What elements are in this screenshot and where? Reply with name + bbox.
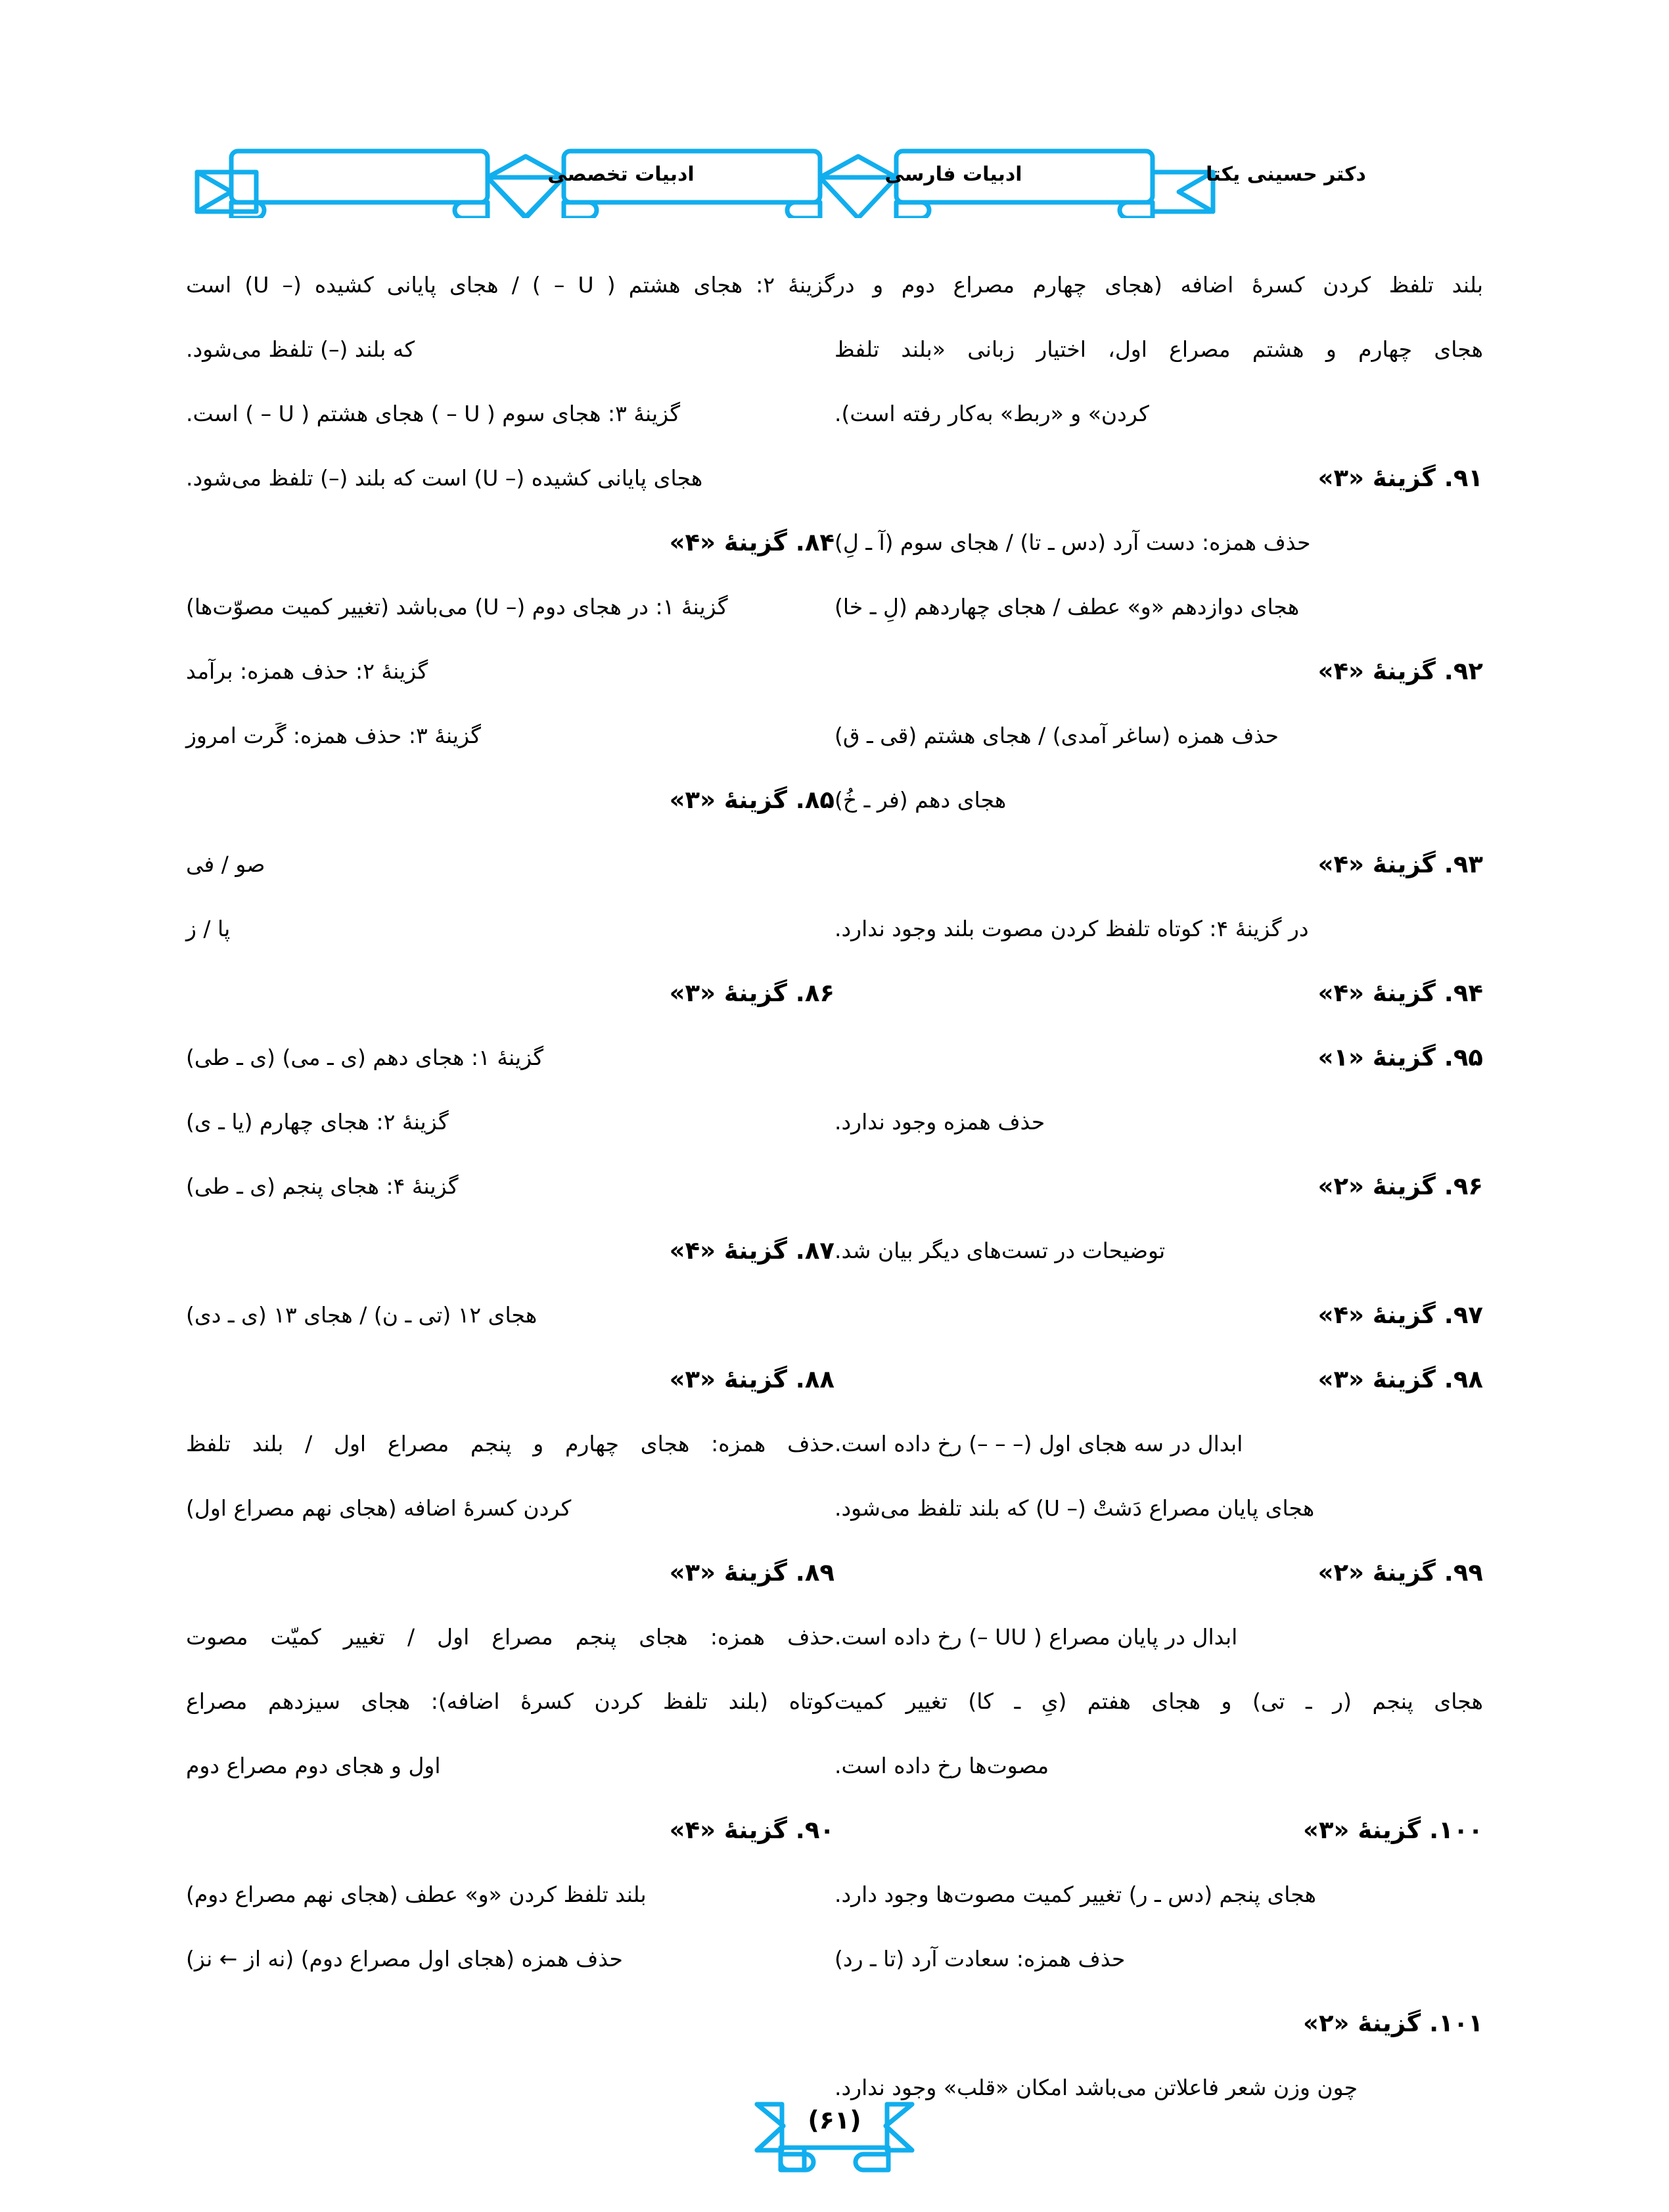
answer-line: هجای ۱۲ (تی ـ ن) / هجای ۱۳ (ی ـ دی) xyxy=(186,1302,537,1328)
answer-heading: ۹۷. گزینهٔ «۴» xyxy=(1317,1301,1483,1329)
answer-heading: ۱۰۰. گزینهٔ «۳» xyxy=(1303,1816,1483,1844)
answers-column-right xyxy=(174,253,834,2120)
answer-line: حذف همزه وجود ندارد. xyxy=(834,1109,1045,1135)
answer-line: اول و هجای دوم مصراع دوم xyxy=(186,1753,441,1778)
answer-heading: ۱۰۱. گزینهٔ «۲» xyxy=(1303,2009,1483,2037)
answer-heading: ۹۰. گزینهٔ «۴» xyxy=(669,1816,834,1844)
answer-line: حذف همزه: هجای پنجم مصراع اول / تغییر کمیّت مصوت xyxy=(186,1624,834,1650)
answer-line: گزینهٔ ۲: هجای چهارم (یا ـ ی) xyxy=(186,1109,449,1135)
answer-line: صو / فی xyxy=(186,851,265,877)
answer-heading: ۸۸. گزینهٔ «۳» xyxy=(669,1365,834,1393)
answer-line: گزینهٔ ۱: در هجای دوم (– U) می‌باشد (تغییر کمیت مصوّت‌ها) xyxy=(186,594,728,620)
answer-heading: ۹۲. گزینهٔ «۴» xyxy=(1317,657,1483,685)
answer-line: گزینهٔ ۴: هجای پنجم (ی ـ طی) xyxy=(186,1173,459,1199)
answer-heading: ۹۸. گزینهٔ «۳» xyxy=(1317,1365,1483,1393)
answer-line: در گزینهٔ ۴: کوتاه تلفظ کردن مصوت بلند وجود ندارد. xyxy=(834,916,1309,941)
answer-line: گزینهٔ ۲: حذف همزه: برآمد xyxy=(186,658,428,684)
answer-line: ابدال در پایان مصراع ( UU –) رخ داده است. xyxy=(834,1624,1238,1650)
answer-line: گزینهٔ ۳: حذف همزه: گَرت امروز xyxy=(186,723,481,748)
answer-line: کوتاه (بلند تلفظ کردن کسرهٔ اضافه): هجای سیزدهم مصراع xyxy=(186,1688,834,1714)
answer-line: گزینهٔ ۲: هجای هشتم ( U – ) / هجای پایانی کشیده (– U) است xyxy=(186,272,834,298)
answer-line: حذف همزه: هجای چهارم و پنجم مصراع اول / بلند تلفظ xyxy=(186,1431,834,1456)
answer-line: هجای دوازدهم «و» عطف / هجای چهاردهم (لِ ـ خا) xyxy=(834,594,1300,620)
answer-line: که بلند (–) تلفظ می‌شود. xyxy=(186,336,415,362)
answers-column-left xyxy=(834,253,1495,2120)
header-banner-author: دکتر حسینی یکتا xyxy=(1206,162,1366,186)
answer-line: هجای پایانی کشیده (– U) است که بلند (–) تلفظ می‌شود. xyxy=(186,465,703,491)
answer-line: هجای پنجم (دس ـ ر) تغییر کمیت مصوت‌ها وجود دارد. xyxy=(834,1882,1317,1907)
page-number: (۶۱) xyxy=(808,2106,861,2134)
page-header xyxy=(191,146,1478,218)
answer-line: ابدال در سه هجای اول (– – –) رخ داده است. xyxy=(834,1431,1243,1456)
answer-line: کردن کسرهٔ اضافه (هجای نهم مصراع اول) xyxy=(186,1495,572,1521)
content-columns xyxy=(0,253,1669,2120)
answer-line: پا / ز xyxy=(186,916,231,941)
answer-line: توضیحات در تست‌های دیگر بیان شد. xyxy=(834,1238,1166,1263)
answer-line: بلند تلفظ کردن «و» عطف (هجای نهم مصراع دوم) xyxy=(186,1882,647,1907)
answer-heading: ۸۷. گزینهٔ «۴» xyxy=(669,1236,834,1265)
answer-line: حذف همزه: دست آرد (دس ـ تا) / هجای سوم (آ ـ لِ) xyxy=(834,530,1311,555)
answer-heading: ۹۶. گزینهٔ «۲» xyxy=(1317,1172,1483,1200)
answer-line: هجای پنجم (ر ـ تی) و هجای هفتم (یِ ـ کا) تغییر کمیت xyxy=(834,1688,1483,1714)
answer-line: حذف همزه: سعادت آرد (تا ـ رد) xyxy=(834,1946,1126,1972)
answer-line: هجای چهارم و هشتم مصراع اول، اختیار زبانی «بلند تلفظ xyxy=(834,336,1483,362)
answer-heading: ۸۴. گزینهٔ «۴» xyxy=(669,528,834,556)
page-footer xyxy=(0,2102,1669,2180)
page-number-ribbon xyxy=(743,2102,926,2180)
answer-line: هجای دهم (فر ـ خُ) xyxy=(834,787,1007,813)
answer-line: چون وزن شعر فاعلاتن می‌باشد امکان «قلب» وجود ندارد. xyxy=(834,2075,1358,2100)
answer-line: هجای پایان مصراع دَشتْ (– U) که بلند تلفظ می‌شود. xyxy=(834,1495,1315,1521)
answer-heading: ۸۵. گزینهٔ «۳» xyxy=(669,786,834,814)
answer-heading: ۸۹. گزینهٔ «۳» xyxy=(669,1558,834,1587)
answer-heading: ۹۵. گزینهٔ «۱» xyxy=(1317,1043,1483,1072)
answer-heading: ۹۴. گزینهٔ «۴» xyxy=(1317,979,1483,1007)
answer-line: گزینهٔ ۱: هجای دهم (ی ـ می) (ی ـ طی) xyxy=(186,1045,544,1070)
answer-heading: ۹۳. گزینهٔ «۴» xyxy=(1317,850,1483,878)
answer-line: بلند تلفظ کردن کسرهٔ اضافه (هجای چهارم مصراع دوم و در xyxy=(834,272,1483,298)
header-banner-series: ادبیات تخصصی xyxy=(547,162,695,186)
answer-line: مصوت‌ها رخ داده است. xyxy=(834,1753,1049,1778)
answer-line: حذف همزه (هجای اول مصراع دوم) (نه از ← نز) xyxy=(186,1946,623,1972)
answer-heading: ۹۹. گزینهٔ «۲» xyxy=(1317,1558,1483,1587)
answer-line: حذف همزه (ساغر آمدی) / هجای هشتم (قی ـ ق) xyxy=(834,723,1279,748)
answer-heading: ۸۶. گزینهٔ «۳» xyxy=(669,979,834,1007)
answer-line: گزینهٔ ۳: هجای سوم ( U – ) هجای هشتم ( U – ) است. xyxy=(186,401,681,426)
header-banner-subject: ادبیات فارسی xyxy=(884,162,1022,186)
answer-line: کردن» و «ربط» به‌کار رفته است). xyxy=(834,401,1149,426)
answer-heading: ۹۱. گزینهٔ «۳» xyxy=(1317,464,1483,492)
